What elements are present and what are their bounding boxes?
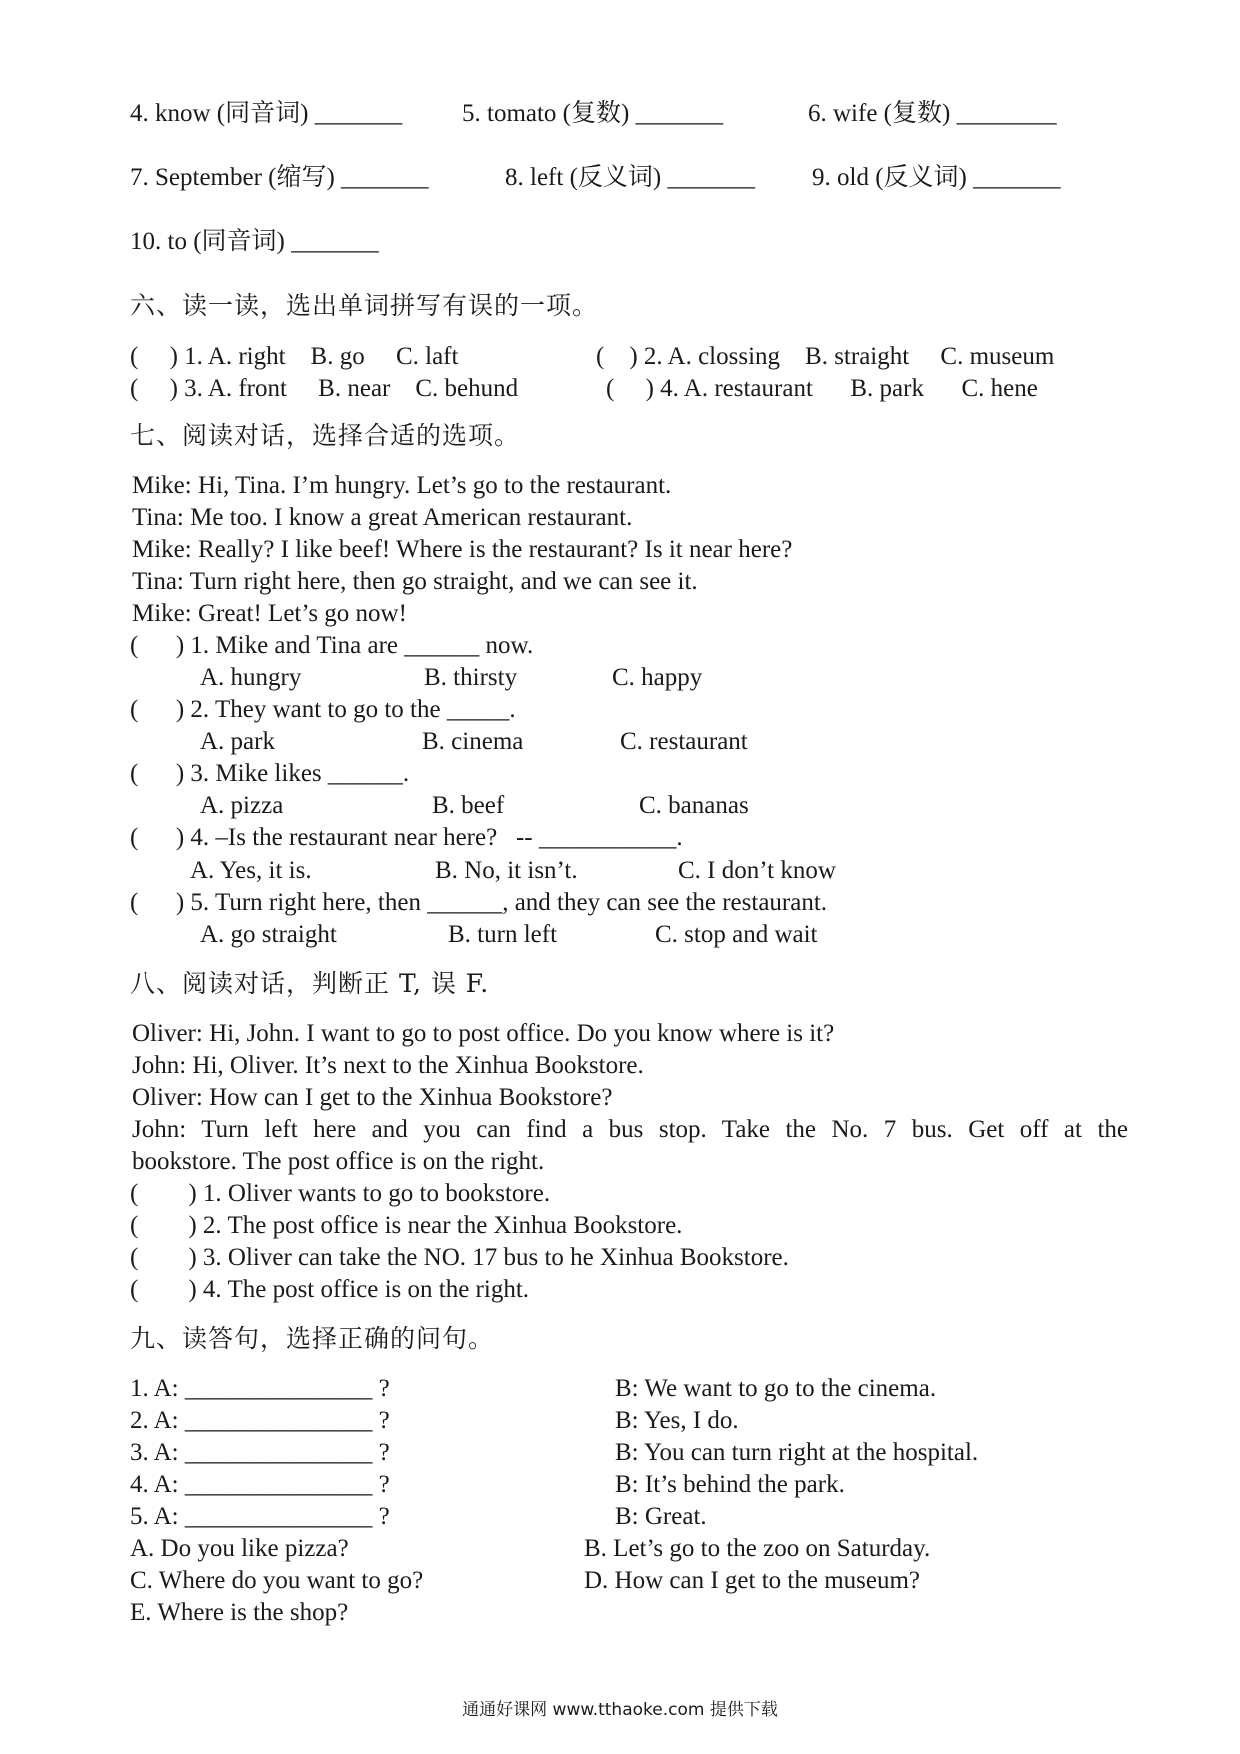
dialogue-line: Mike: Really? I like beef! Where is the restaurant? Is it near here?: [132, 536, 793, 563]
answer-question-blank: 1. A: _______________ ?: [130, 1375, 390, 1402]
mc-option-b: B. thirsty: [424, 664, 518, 691]
dialogue-line: Tina: Me too. I know a great American restaurant.: [132, 504, 633, 531]
mc-question-stem: ( ) 5. Turn right here, then ______, and they can see the restaurant.: [130, 889, 828, 916]
tf-statement: ( ) 1. Oliver wants to go to bookstore.: [130, 1180, 551, 1207]
dialogue-line: Oliver: Hi, John. I want to go to post office. Do you know where is it?: [132, 1020, 835, 1047]
mc-option-c: C. stop and wait: [655, 921, 818, 948]
mc-option-c: C. restaurant: [620, 728, 748, 755]
mc-option-a: A. hungry: [200, 664, 302, 691]
mc-question-stem: ( ) 4. –Is the restaurant near here? -- ___________.: [130, 824, 683, 851]
section6-title: 六、读一读，选出单词拼写有误的一项。: [130, 291, 599, 320]
section9-title: 九、读答句，选择正确的问句。: [130, 1324, 495, 1353]
spelling-question-4: ( ) 4. A. restaurant B. park C. hene: [606, 375, 1038, 402]
tf-statement: ( ) 2. The post office is near the Xinhua Bookstore.: [130, 1212, 683, 1239]
answer-sentence: B: Yes, I do.: [615, 1407, 739, 1434]
mc-option-a: A. go straight: [200, 921, 337, 948]
dialogue-line: bookstore. The post office is on the right.: [132, 1148, 545, 1175]
question-option-c: C. Where do you want to go?: [130, 1567, 424, 1594]
dialogue-line: Tina: Turn right here, then go straight, and we can see it.: [132, 568, 698, 595]
spelling-question-2: ( ) 2. A. clossing B. straight C. museum: [596, 343, 1055, 370]
word-item-4: 4. know (同音词) _______: [130, 100, 403, 127]
question-option-d: D. How can I get to the museum?: [584, 1567, 921, 1594]
mc-option-a: A. pizza: [200, 792, 284, 819]
answer-sentence: B: We want to go to the cinema.: [615, 1375, 937, 1402]
answer-sentence: B: It’s behind the park.: [615, 1471, 845, 1498]
mc-option-b: B. No, it isn’t.: [435, 857, 578, 884]
mc-question-stem: ( ) 3. Mike likes ______.: [130, 760, 410, 787]
mc-option-c: C. happy: [612, 664, 703, 691]
dialogue-line: John: Turn left here and you can find a bus stop. Take the No. 7 bus. Get off at the: [132, 1116, 1128, 1143]
tf-statement: ( ) 4. The post office is on the right.: [130, 1276, 530, 1303]
question-option-b: B. Let’s go to the zoo on Saturday.: [584, 1535, 931, 1562]
page-footer: 通通好课网 www.tthaoke.com 提供下载: [462, 1700, 778, 1720]
tf-statement: ( ) 3. Oliver can take the NO. 17 bus to he Xinhua Bookstore.: [130, 1244, 789, 1271]
word-item-6: 6. wife (复数) ________: [808, 100, 1057, 127]
dialogue-line: John: Hi, Oliver. It’s next to the Xinhua Bookstore.: [132, 1052, 644, 1079]
mc-option-b: B. beef: [432, 792, 505, 819]
word-item-8: 8. left (反义词) _______: [505, 164, 755, 191]
mc-option-c: C. bananas: [639, 792, 749, 819]
mc-option-b: B. turn left: [448, 921, 558, 948]
mc-question-stem: ( ) 2. They want to go to the _____.: [130, 696, 516, 723]
word-item-10: 10. to (同音词) _______: [130, 228, 379, 255]
word-item-9: 9. old (反义词) _______: [812, 164, 1061, 191]
answer-question-blank: 4. A: _______________ ?: [130, 1471, 390, 1498]
word-item-5: 5. tomato (复数) _______: [462, 100, 724, 127]
answer-sentence: B: You can turn right at the hospital.: [615, 1439, 979, 1466]
mc-option-c: C. I don’t know: [678, 857, 836, 884]
dialogue-line: Mike: Hi, Tina. I’m hungry. Let’s go to the restaurant.: [132, 472, 672, 499]
answer-sentence: B: Great.: [615, 1503, 707, 1530]
question-option-e: E. Where is the shop?: [130, 1599, 349, 1626]
section7-title: 七、阅读对话，选择合适的选项。: [130, 421, 521, 450]
question-option-a: A. Do you like pizza?: [130, 1535, 349, 1562]
dialogue-line: Mike: Great! Let’s go now!: [132, 600, 407, 627]
mc-option-a: A. Yes, it is.: [190, 857, 312, 884]
section8-title: 八、阅读对话，判断正 T, 误 F.: [130, 969, 490, 998]
answer-question-blank: 5. A: _______________ ?: [130, 1503, 390, 1530]
mc-option-a: A. park: [200, 728, 275, 755]
answer-question-blank: 2. A: _______________ ?: [130, 1407, 390, 1434]
dialogue-line: Oliver: How can I get to the Xinhua Bookstore?: [132, 1084, 613, 1111]
answer-question-blank: 3. A: _______________ ?: [130, 1439, 390, 1466]
mc-option-b: B. cinema: [422, 728, 524, 755]
spelling-question-3: ( ) 3. A. front B. near C. behund: [130, 375, 519, 402]
mc-question-stem: ( ) 1. Mike and Tina are ______ now.: [130, 632, 534, 659]
word-item-7: 7. September (缩写) _______: [130, 164, 429, 191]
spelling-question-1: ( ) 1. A. right B. go C. laft: [130, 343, 459, 370]
